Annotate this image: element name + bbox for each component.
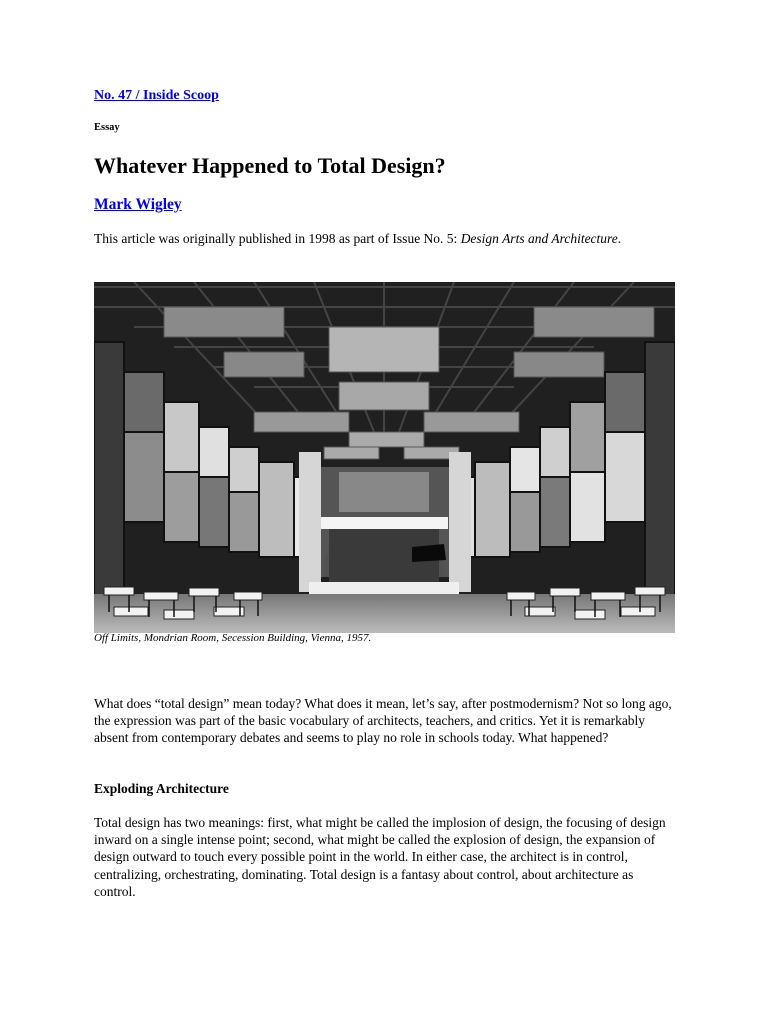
body-paragraph-2: Total design has two meanings: first, what might be called the implosion of design, the focusing of design inward on a single intense point; second, what might be called the explosion of design, the expansion of design outward to touch every possible point in the world. In either case, the architect is in control, centralizing, orchestrating, dominating. Total design is a fantasy about control, about architecture as control. xyxy=(94,815,666,899)
section-label: Essay xyxy=(94,122,120,133)
intro-issue-title: Design Arts and Architecture xyxy=(460,231,618,246)
intro-text: This article was originally published in 1998 as part of Issue No. 5: xyxy=(94,231,461,246)
section-subheading: Exploding Architecture xyxy=(94,781,229,796)
body-paragraph-1: What does “total design” mean today? What does it mean, let’s say, after postmodernism? Not so long ago, the expression was part of the basic vocabulary of architects, teachers, and critics. Yet it is remarkably absent from contemporary debates and seems to play no role in schools today. What happened? xyxy=(94,696,672,746)
mondrian-room-photo xyxy=(94,282,675,633)
issue-link[interactable]: No. 47 / Inside Scoop xyxy=(94,88,219,103)
article-photo xyxy=(94,282,675,633)
intro-end: . xyxy=(617,231,622,246)
intro-paragraph xyxy=(94,230,634,247)
article-title: Whatever Happened to Total Design? xyxy=(94,153,446,178)
author-link[interactable]: Mark Wigley xyxy=(94,196,182,213)
photo-caption: Off Limits, Mondrian Room, Secession Building, Vienna, 1957. xyxy=(94,632,372,644)
